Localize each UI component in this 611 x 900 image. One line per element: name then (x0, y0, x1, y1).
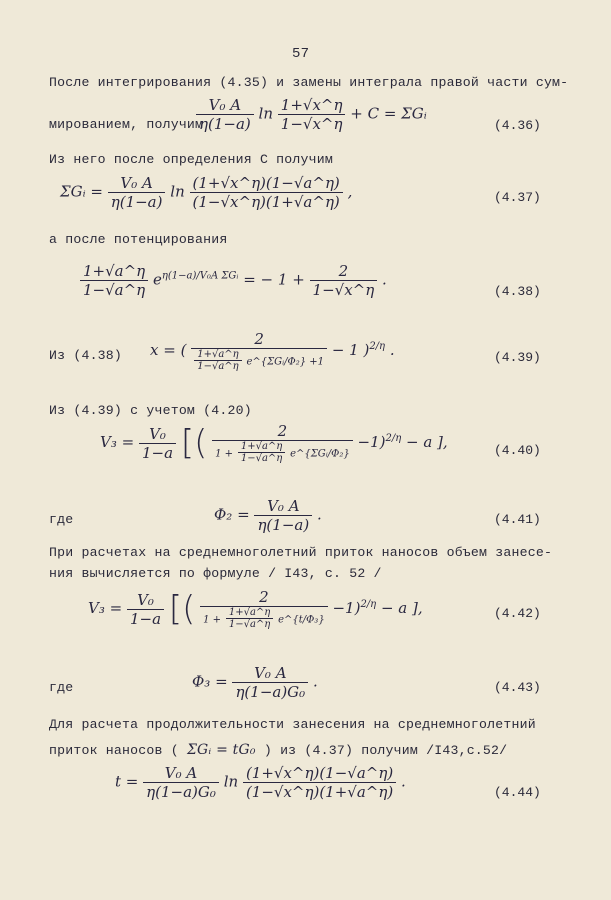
paragraph-line: где (49, 512, 74, 527)
equation-number: (4.37) (494, 190, 541, 205)
equation-number: (4.43) (494, 680, 541, 695)
equation-4-36: $\frac{\text{V₀ A}}{\eta(1-a)}$ ln $\frac{1+√x\^{}\eta}{1-√x\^{}\eta}$ + C = ΣGᵢ (196, 96, 427, 133)
equation-4-44: t = $\frac{\text{V₀ A}}{\text{η(1−a)G₀}}$ ln $\frac{(1+√x\^{}\eta)(1-√a\^{}\eta)}{(1-√x\^{}\eta)(1+√a\^{}\eta)}$ . (115, 764, 406, 801)
equation-4-43: Φ₃ = $\frac{\text{V₀ A}}{\text{η(1−a)G₀}}$ . (192, 664, 318, 701)
paragraph-line: После интегрирования (4.35) и замены интеграла правой части сум- (49, 75, 569, 90)
paragraph-line: Для расчета продолжительности занесения на среднемноголетний (49, 717, 536, 732)
equation-4-38: $\frac{1+√a\^{}\eta}{1-√a\^{}\eta}$ $e^{\eta(1-a)/V_0A \Sigma Gᵢ}$ = − 1 + $\frac{2}{1-√x\^{}\eta}$ . (80, 262, 387, 299)
equation-number: (4.38) (494, 284, 541, 299)
equation-number: (4.41) (494, 512, 541, 527)
paragraph-line: Из (4.38) (49, 348, 123, 363)
equation-number: (4.39) (494, 350, 541, 365)
equation-4-41: Φ₂ = $\frac{\text{V₀ A}}{\eta(1-a)}$ . (214, 497, 322, 534)
equation-4-39: x = ( 2 $\frac{1+√a\^{}\eta}{1-√a\^{}\eta}$ e^{ΣGᵢ/Φ₂} +1 − 1 )$^{2/\eta}$ . (150, 330, 395, 372)
paragraph-line: а после потенцирования (49, 232, 228, 247)
equation-4-40: V₃ = $\frac{\text{V₀}}{1-a}$ [( 2 1 + $\frac{1+√a\^{}\eta}{1-√a\^{}\eta}$ e^{ΣGᵢ/Φ₂} −1)$^{2/\eta}$ − a ], (100, 422, 448, 464)
equation-4-37: ΣGᵢ = $\frac{\text{V₀ A}}{\eta(1-a)}$ ln $\frac{(1+√x\^{}\eta)(1-√a\^{}\eta)}{(1-√x\^{}\eta)(1+√a\^{}\eta)}$ , (60, 174, 353, 211)
equation-4-42: V₃ = $\frac{\text{V₀}}{1-a}$ [( 2 1 + $\frac{1+√a\^{}\eta}{1-√a\^{}\eta}$ e^{t/Φ₃} −1)$^{2/\eta}$ − a ], (88, 588, 423, 630)
paragraph-line: Из него после определения C получим (49, 152, 333, 167)
equation-number: (4.40) (494, 443, 541, 458)
paragraph-line: При расчетах на среднемноголетний приток наносов объем занесе- (49, 545, 553, 560)
page-number: 57 (292, 46, 310, 62)
paragraph-line: мированием, получим (49, 117, 204, 132)
equation-number: (4.36) (494, 118, 541, 133)
paragraph-line: где (49, 680, 74, 695)
equation-number: (4.42) (494, 606, 541, 621)
paragraph-line: Из (4.39) с учетом (4.20) (49, 403, 252, 418)
paragraph-line: ния вычисляется по формуле / I43, с. 52 / (49, 566, 382, 581)
inline-sum: ΣGᵢ = tG₀ (186, 742, 256, 758)
equation-number: (4.44) (494, 785, 541, 800)
paragraph-line: приток наносов ( ΣGᵢ = tG₀ ) из (4.37) получим /I43,с.52/ (49, 742, 508, 758)
